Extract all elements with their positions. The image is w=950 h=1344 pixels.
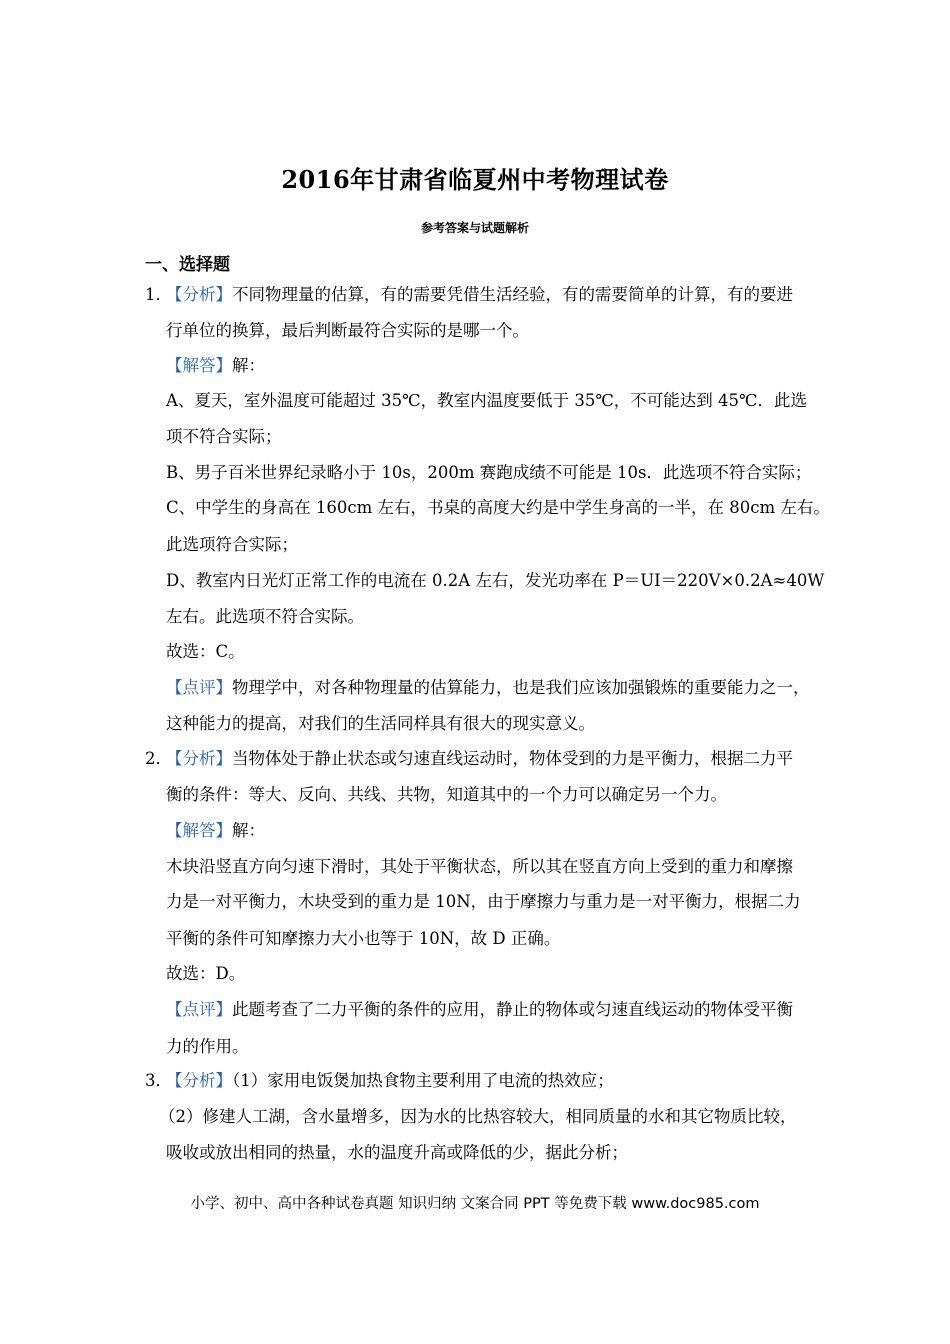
q2-choice: 故选：D。	[166, 964, 246, 983]
comment-text: 此题考查了二力平衡的条件的应用，静止的物体或匀速直线运动的物体受平衡	[232, 1000, 793, 1019]
q3-analysis	[166, 1070, 614, 1092]
q1-comment-cont: 这种能力的提高，对我们的生活同样具有很大的现实意义。	[166, 714, 595, 733]
comment-text: 物理学中，对各种物理量的估算能力，也是我们应该加强锻炼的重要能力之一，	[232, 678, 810, 697]
q1-comment	[166, 677, 810, 699]
q1-option-c-cont: 此选项符合实际；	[166, 535, 298, 554]
question-number: 1．	[145, 285, 172, 304]
q1-choice: 故选：C。	[166, 642, 245, 661]
question-number: 2．	[145, 749, 172, 768]
q2-solution-cont: 平衡的条件可知摩擦力大小也等于 10N，故 D 正确。	[166, 929, 561, 948]
page-subtitle: 参考答案与试题解析	[420, 221, 529, 235]
q1-option-a: A、夏天，室外温度可能超过 35℃，教室内温度要低于 35℃，不可能达到 45℃．此选	[166, 391, 808, 410]
page-title: 2016年甘肃省临夏州中考物理试卷	[281, 165, 669, 194]
q2-solution: 木块沿竖直方向匀速下滑时，其处于平衡状态，所以其在竖直方向上受到的重力和摩擦	[166, 857, 793, 876]
q1-analysis-cont: 行单位的换算，最后判断最符合实际的是哪一个。	[166, 321, 529, 340]
analysis-text: 不同物理量的估算，有的需要凭借生活经验，有的需要简单的计算，有的要进	[232, 285, 793, 304]
answer-tag: 【解答】	[166, 821, 232, 840]
comment-tag: 【点评】	[166, 678, 232, 697]
analysis-tag: 【分析】	[166, 749, 232, 768]
question-number: 3．	[145, 1071, 172, 1090]
q3-analysis-cont: （2）修建人工湖，含水量增多，因为水的比热容较大，相同质量的水和其它物质比较，	[159, 1107, 797, 1126]
q2-analysis-cont: 衡的条件：等大、反向、共线、共物，知道其中的一个力可以确定另一个力。	[166, 785, 727, 804]
q2-analysis	[166, 748, 793, 770]
q2-solution-cont: 力是一对平衡力，木块受到的重力是 10N，由于摩擦力与重力是一对平衡力，根据二力	[166, 892, 801, 911]
analysis-tag: 【分析】	[166, 285, 232, 304]
q1-option-d-cont: 左右。此选项不符合实际。	[166, 607, 364, 626]
comment-tag: 【点评】	[166, 1000, 232, 1019]
q2-answer	[166, 820, 265, 842]
analysis-text: 当物体处于静止状态或匀速直线运动时，物体受到的力是平衡力，根据二力平	[232, 749, 793, 768]
q2-comment	[166, 999, 793, 1021]
analysis-text: （1）家用电饭煲加热食物主要利用了电流的热效应；	[232, 1071, 614, 1090]
q3-analysis-cont: 吸收或放出相同的热量，水的温度升高或降低的少，据此分析；	[166, 1143, 628, 1162]
q1-option-c: C、中学生的身高在 160cm 左右，书桌的高度大约是中学生身高的一半，在 80cm 左右。	[166, 498, 830, 517]
page-footer: 小学、初中、高中各种试卷真题 知识归纳 文案合同 PPT 等免费下载 www.doc985.com	[190, 1196, 760, 1212]
q2-comment-cont: 力的作用。	[166, 1037, 249, 1056]
q1-answer	[166, 355, 265, 377]
analysis-tag: 【分析】	[166, 1071, 232, 1090]
q1-analysis	[166, 284, 793, 306]
q1-option-d: D、教室内日光灯正常工作的电流在 0.2A 左右，发光功率在 P＝UI＝220V×0.2A≈40W	[166, 571, 825, 590]
answer-tag: 【解答】	[166, 356, 232, 375]
answer-text: 解：	[232, 821, 265, 840]
q1-option-b: B、男子百米世界纪录略小于 10s，200m 赛跑成绩不可能是 10s．此选项不符合实际；	[166, 463, 812, 482]
section-heading: 一、选择题	[145, 255, 230, 275]
answer-text: 解：	[232, 356, 265, 375]
q1-option-a-cont: 项不符合实际；	[166, 427, 282, 446]
